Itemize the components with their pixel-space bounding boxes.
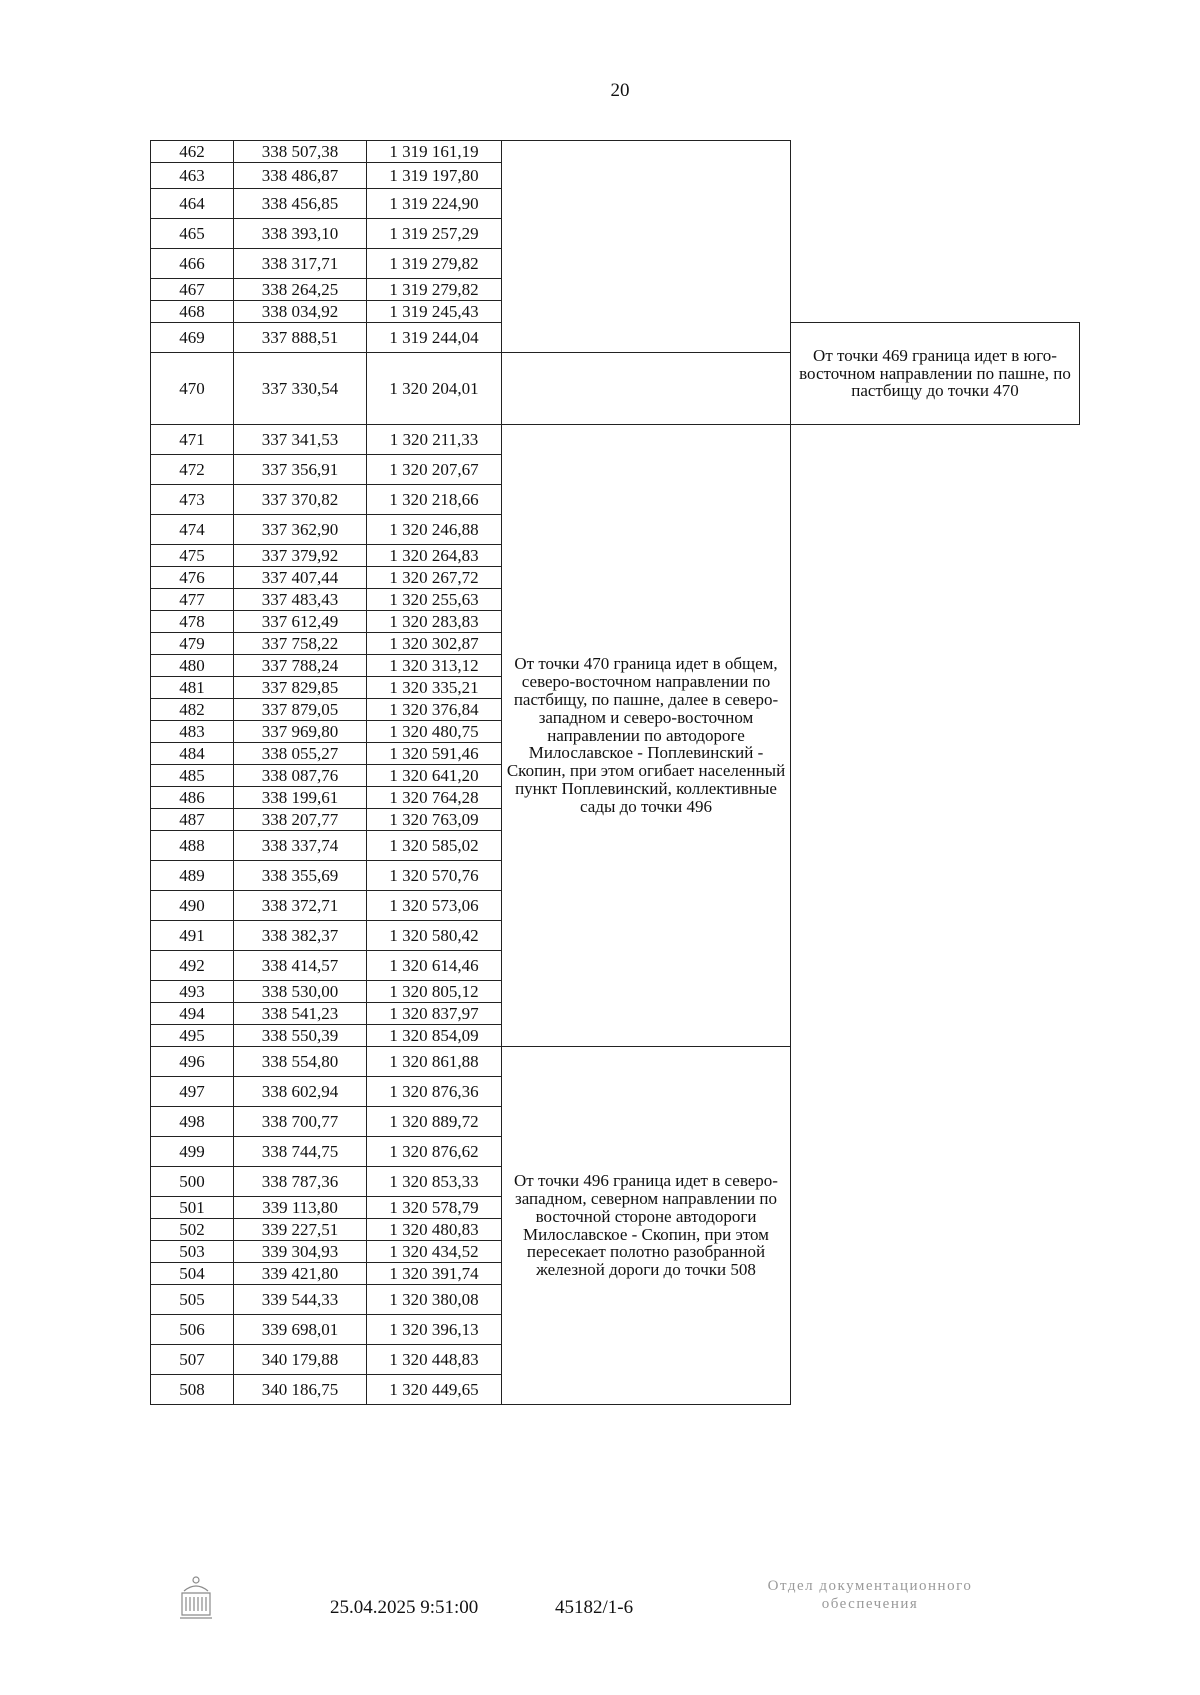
y-coordinate-cell: 1 320 876,36 (367, 1077, 502, 1107)
y-coordinate-cell: 1 320 207,67 (367, 455, 502, 485)
y-coordinate-cell: 1 320 335,21 (367, 677, 502, 699)
boundary-description-cell: От точки 470 граница идет в общем, северо-восточном направлении по пастбищу, по пашне, далее в северо-западном и северо-восточном направлении по автодороге Милославское - Поплевинский - Скопин, при этом огибает населенный пункт Поплевинский, коллективные сады до точки 496 (502, 425, 791, 1047)
x-coordinate-cell: 338 055,27 (234, 743, 367, 765)
x-coordinate-cell: 338 787,36 (234, 1167, 367, 1197)
point-number-cell: 480 (151, 655, 234, 677)
x-coordinate-cell: 337 356,91 (234, 455, 367, 485)
y-coordinate-cell: 1 320 764,28 (367, 787, 502, 809)
x-coordinate-cell: 340 186,75 (234, 1375, 367, 1405)
y-coordinate-cell: 1 320 480,83 (367, 1219, 502, 1241)
point-number-cell: 467 (151, 279, 234, 301)
point-number-cell: 481 (151, 677, 234, 699)
point-number-cell: 492 (151, 951, 234, 981)
point-number-cell: 507 (151, 1345, 234, 1375)
x-coordinate-cell: 337 341,53 (234, 425, 367, 455)
y-coordinate-cell: 1 320 396,13 (367, 1315, 502, 1345)
point-number-cell: 502 (151, 1219, 234, 1241)
x-coordinate-cell: 338 414,57 (234, 951, 367, 981)
x-coordinate-cell: 337 788,24 (234, 655, 367, 677)
footer (0, 1575, 1200, 1635)
point-number-cell: 478 (151, 611, 234, 633)
stamp-document-number: 45182/1-6 (555, 1597, 634, 1618)
point-number-cell: 462 (151, 141, 234, 163)
y-coordinate-cell: 1 320 573,06 (367, 891, 502, 921)
boundary-description-cell (502, 141, 791, 353)
x-coordinate-cell: 338 507,38 (234, 141, 367, 163)
point-number-cell: 464 (151, 189, 234, 219)
x-coordinate-cell: 337 758,22 (234, 633, 367, 655)
point-number-cell: 475 (151, 545, 234, 567)
x-coordinate-cell: 338 456,85 (234, 189, 367, 219)
point-number-cell: 472 (151, 455, 234, 485)
x-coordinate-cell: 337 879,05 (234, 699, 367, 721)
x-coordinate-cell: 338 034,92 (234, 301, 367, 323)
point-number-cell: 474 (151, 515, 234, 545)
y-coordinate-cell: 1 320 570,76 (367, 861, 502, 891)
boundary-description-cell: От точки 469 граница идет в юго-восточном направлении по пашне, по пастбищу до точки 470 (791, 323, 1080, 425)
point-number-cell: 508 (151, 1375, 234, 1405)
office-stamp-line2: обеспечения (821, 1596, 919, 1612)
point-number-cell: 484 (151, 743, 234, 765)
y-coordinate-cell: 1 320 267,72 (367, 567, 502, 589)
y-coordinate-cell: 1 320 580,42 (367, 921, 502, 951)
y-coordinate-cell: 1 320 641,20 (367, 765, 502, 787)
point-number-cell: 485 (151, 765, 234, 787)
point-number-cell: 496 (151, 1047, 234, 1077)
x-coordinate-cell: 337 370,82 (234, 485, 367, 515)
y-coordinate-cell: 1 320 591,46 (367, 743, 502, 765)
page-number: 20 (610, 80, 630, 101)
x-coordinate-cell: 338 550,39 (234, 1025, 367, 1047)
table-row (151, 1047, 1080, 1077)
point-number-cell: 477 (151, 589, 234, 611)
y-coordinate-cell: 1 319 244,04 (367, 323, 502, 353)
y-coordinate-cell: 1 319 197,80 (367, 163, 502, 189)
point-number-cell: 470 (151, 353, 234, 425)
y-coordinate-cell: 1 320 614,46 (367, 951, 502, 981)
y-coordinate-cell: 1 319 224,90 (367, 189, 502, 219)
y-coordinate-cell: 1 320 246,88 (367, 515, 502, 545)
y-coordinate-cell: 1 320 380,08 (367, 1285, 502, 1315)
y-coordinate-cell: 1 320 854,09 (367, 1025, 502, 1047)
stamp-date: 25.04.2025 9:51:00 (330, 1597, 479, 1618)
x-coordinate-cell: 339 227,51 (234, 1219, 367, 1241)
x-coordinate-cell: 338 199,61 (234, 787, 367, 809)
point-number-cell: 483 (151, 721, 234, 743)
x-coordinate-cell: 338 530,00 (234, 981, 367, 1003)
y-coordinate-cell: 1 320 313,12 (367, 655, 502, 677)
point-number-cell: 487 (151, 809, 234, 831)
y-coordinate-cell: 1 319 279,82 (367, 279, 502, 301)
x-coordinate-cell: 338 372,71 (234, 891, 367, 921)
x-coordinate-cell: 337 362,90 (234, 515, 367, 545)
y-coordinate-cell: 1 320 861,88 (367, 1047, 502, 1077)
point-number-cell: 486 (151, 787, 234, 809)
point-number-cell: 501 (151, 1197, 234, 1219)
y-coordinate-cell: 1 319 245,43 (367, 301, 502, 323)
y-coordinate-cell: 1 320 585,02 (367, 831, 502, 861)
point-number-cell: 500 (151, 1167, 234, 1197)
point-number-cell: 497 (151, 1077, 234, 1107)
table-row (151, 425, 1080, 455)
x-coordinate-cell: 337 969,80 (234, 721, 367, 743)
point-number-cell: 469 (151, 323, 234, 353)
y-coordinate-cell: 1 320 264,83 (367, 545, 502, 567)
x-coordinate-cell: 338 393,10 (234, 219, 367, 249)
office-stamp-line1: Отдел документационного (767, 1578, 973, 1594)
point-number-cell: 498 (151, 1107, 234, 1137)
point-number-cell: 506 (151, 1315, 234, 1345)
x-coordinate-cell: 338 087,76 (234, 765, 367, 787)
table-row (151, 141, 1080, 163)
point-number-cell: 471 (151, 425, 234, 455)
x-coordinate-cell: 338 355,69 (234, 861, 367, 891)
coat-of-arms-icon (176, 1575, 216, 1621)
x-coordinate-cell: 338 264,25 (234, 279, 367, 301)
y-coordinate-cell: 1 320 376,84 (367, 699, 502, 721)
x-coordinate-cell: 338 541,23 (234, 1003, 367, 1025)
x-coordinate-cell: 339 304,93 (234, 1241, 367, 1263)
x-coordinate-cell: 338 486,87 (234, 163, 367, 189)
y-coordinate-cell: 1 320 302,87 (367, 633, 502, 655)
x-coordinate-cell: 337 483,43 (234, 589, 367, 611)
y-coordinate-cell: 1 320 837,97 (367, 1003, 502, 1025)
point-number-cell: 499 (151, 1137, 234, 1167)
boundary-description-cell: От точки 496 граница идет в северо-западном, северном направлении по восточной стороне автодороги Милославское - Скопин, при этом пересекает полотно разобранной железной дороги до точки 508 (502, 1047, 791, 1405)
x-coordinate-cell: 339 544,33 (234, 1285, 367, 1315)
y-coordinate-cell: 1 320 805,12 (367, 981, 502, 1003)
coordinates-table (150, 140, 1080, 1405)
point-number-cell: 491 (151, 921, 234, 951)
x-coordinate-cell: 337 330,54 (234, 353, 367, 425)
point-number-cell: 503 (151, 1241, 234, 1263)
point-number-cell: 465 (151, 219, 234, 249)
y-coordinate-cell: 1 320 480,75 (367, 721, 502, 743)
x-coordinate-cell: 339 698,01 (234, 1315, 367, 1345)
x-coordinate-cell: 338 337,74 (234, 831, 367, 861)
x-coordinate-cell: 338 382,37 (234, 921, 367, 951)
x-coordinate-cell: 338 602,94 (234, 1077, 367, 1107)
x-coordinate-cell: 338 317,71 (234, 249, 367, 279)
point-number-cell: 488 (151, 831, 234, 861)
point-number-cell: 468 (151, 301, 234, 323)
x-coordinate-cell: 337 407,44 (234, 567, 367, 589)
point-number-cell: 479 (151, 633, 234, 655)
y-coordinate-cell: 1 320 876,62 (367, 1137, 502, 1167)
y-coordinate-cell: 1 320 218,66 (367, 485, 502, 515)
y-coordinate-cell: 1 319 279,82 (367, 249, 502, 279)
point-number-cell: 495 (151, 1025, 234, 1047)
point-number-cell: 490 (151, 891, 234, 921)
point-number-cell: 505 (151, 1285, 234, 1315)
y-coordinate-cell: 1 320 255,63 (367, 589, 502, 611)
y-coordinate-cell: 1 319 161,19 (367, 141, 502, 163)
x-coordinate-cell: 337 888,51 (234, 323, 367, 353)
point-number-cell: 493 (151, 981, 234, 1003)
point-number-cell: 466 (151, 249, 234, 279)
y-coordinate-cell: 1 320 448,83 (367, 1345, 502, 1375)
y-coordinate-cell: 1 320 763,09 (367, 809, 502, 831)
x-coordinate-cell: 338 554,80 (234, 1047, 367, 1077)
point-number-cell: 473 (151, 485, 234, 515)
office-stamp (720, 1577, 1020, 1613)
x-coordinate-cell: 338 700,77 (234, 1107, 367, 1137)
y-coordinate-cell: 1 320 853,33 (367, 1167, 502, 1197)
point-number-cell: 489 (151, 861, 234, 891)
point-number-cell: 504 (151, 1263, 234, 1285)
y-coordinate-cell: 1 320 578,79 (367, 1197, 502, 1219)
x-coordinate-cell: 339 113,80 (234, 1197, 367, 1219)
x-coordinate-cell: 337 379,92 (234, 545, 367, 567)
x-coordinate-cell: 338 207,77 (234, 809, 367, 831)
y-coordinate-cell: 1 320 211,33 (367, 425, 502, 455)
y-coordinate-cell: 1 320 434,52 (367, 1241, 502, 1263)
y-coordinate-cell: 1 319 257,29 (367, 219, 502, 249)
point-number-cell: 476 (151, 567, 234, 589)
point-number-cell: 494 (151, 1003, 234, 1025)
y-coordinate-cell: 1 320 449,65 (367, 1375, 502, 1405)
y-coordinate-cell: 1 320 889,72 (367, 1107, 502, 1137)
x-coordinate-cell: 337 612,49 (234, 611, 367, 633)
y-coordinate-cell: 1 320 204,01 (367, 353, 502, 425)
x-coordinate-cell: 338 744,75 (234, 1137, 367, 1167)
x-coordinate-cell: 339 421,80 (234, 1263, 367, 1285)
y-coordinate-cell: 1 320 283,83 (367, 611, 502, 633)
x-coordinate-cell: 340 179,88 (234, 1345, 367, 1375)
point-number-cell: 482 (151, 699, 234, 721)
point-number-cell: 463 (151, 163, 234, 189)
x-coordinate-cell: 337 829,85 (234, 677, 367, 699)
y-coordinate-cell: 1 320 391,74 (367, 1263, 502, 1285)
